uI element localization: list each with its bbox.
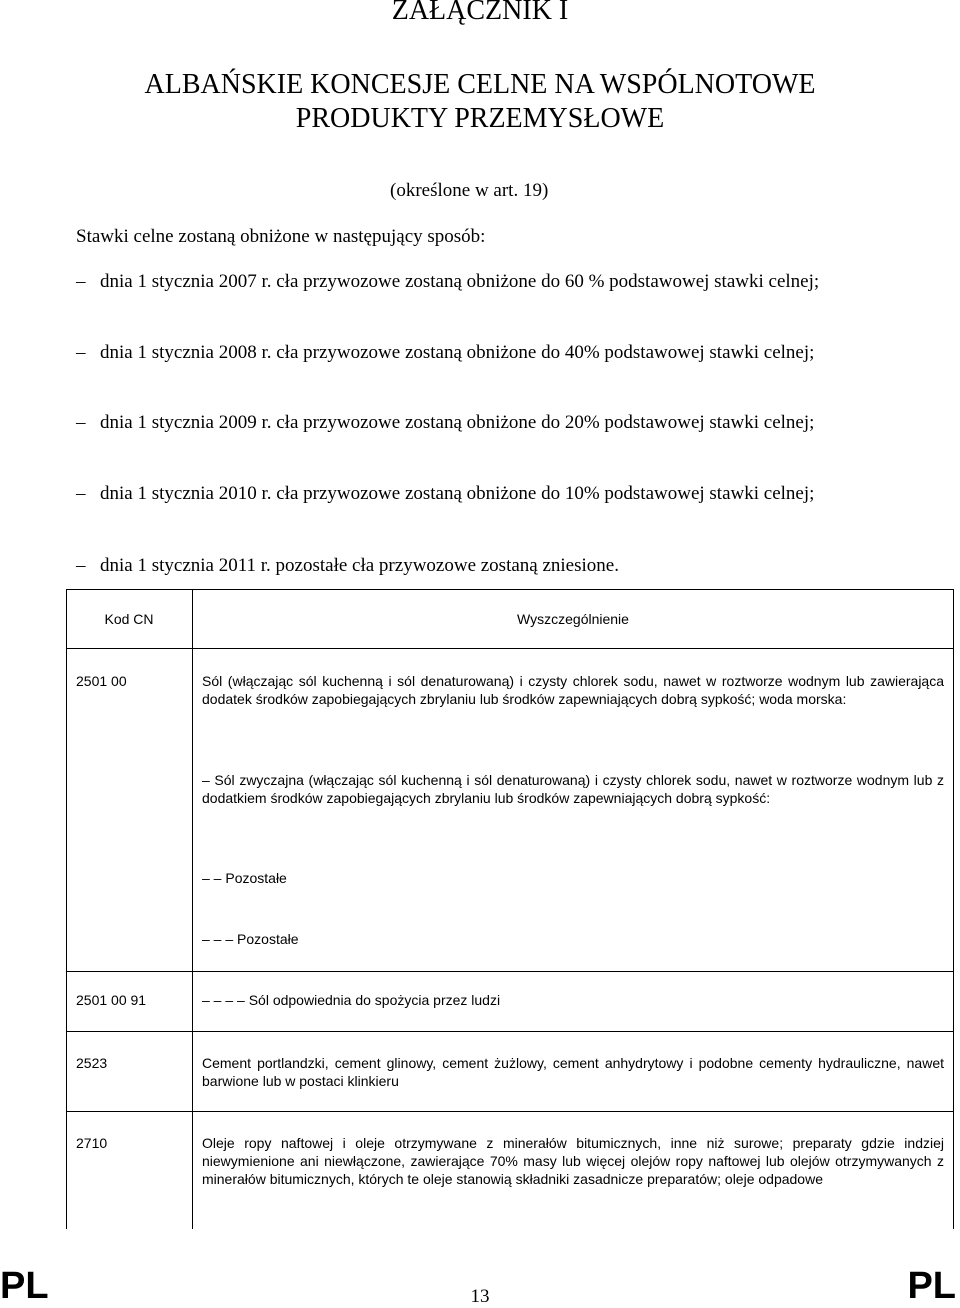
table-cell-description: – – – – Sól odpowiednia do spożycia przez ludzi — [202, 992, 501, 1008]
table-cell-code: 2501 00 — [76, 673, 127, 689]
bullet-text: dnia 1 stycznia 2007 r. cła przywozowe zostaną obniżone do 60 % podstawowej stawki celnej; — [100, 271, 820, 292]
bullet-text: dnia 1 stycznia 2009 r. cła przywozowe zostaną obniżone do 20% podstawowej stawki celnej; — [100, 412, 815, 433]
table-cell-description: – – Pozostałe — [202, 870, 287, 886]
table-row-divider — [66, 1111, 954, 1112]
table-border-right — [953, 589, 954, 1229]
table-cell-description: Cement portlandzki, cement glinowy, cement żużlowy, cement anhydrytowy i podobne cementy hydrauliczne, nawet barwione lub w postaci klinkieru — [202, 1055, 944, 1089]
dash-marker: – — [76, 555, 86, 576]
bullet-item — [76, 552, 884, 580]
column-header-description: Wyszczególnienie — [517, 611, 629, 627]
table-cell-description: – Sól zwyczajna (włączając sól kuchenną i sól denaturowaną) i czysty chlorek sodu, nawet w roztworze wodnym lub z dodatkiem środków zapobiegających zbrylaniu lub środków zapewniających dobrą sypkość: — [202, 772, 944, 806]
table-row-divider — [66, 648, 954, 649]
annex-title: ZAŁĄCZNIK I — [391, 0, 569, 26]
bullet-item — [76, 268, 884, 296]
document-title-line-1: ALBAŃSKIE KONCESJE CELNE NA WSPÓLNOTOWE — [144, 69, 816, 100]
table-cell-description: – – – Pozostałe — [202, 931, 299, 947]
table-border-left — [66, 589, 67, 1229]
page-number: 13 — [470, 1286, 490, 1307]
table-cell-code: 2710 — [76, 1135, 108, 1151]
dash-marker: – — [76, 483, 86, 504]
table-border-top — [66, 589, 954, 590]
dash-marker: – — [76, 271, 86, 292]
bullet-text: dnia 1 stycznia 2008 r. cła przywozowe zostaną obniżone do 40% podstawowej stawki celnej; — [100, 342, 815, 363]
dash-marker: – — [76, 412, 86, 433]
intro-paragraph: Stawki celne zostaną obniżone w następujący sposób: — [76, 226, 486, 247]
table-column-divider — [192, 589, 193, 1229]
bullet-item — [76, 339, 884, 367]
bullet-text: dnia 1 stycznia 2011 r. pozostałe cła przywozowe zostaną zniesione. — [100, 555, 619, 576]
tariff-table — [66, 589, 954, 1229]
table-cell-code: 2523 — [76, 1055, 108, 1071]
bullet-item — [76, 409, 884, 437]
dash-marker: – — [76, 342, 86, 363]
language-mark-right: PL — [907, 1265, 956, 1307]
table-cell-description: Sól (włączając sól kuchenną i sól denaturowaną) i czysty chlorek sodu, nawet w roztworze wodnym lub zawierająca dodatek środków zapobiegających zbrylaniu lub środków zapewniających dobrą sypkość; woda morska: — [202, 673, 944, 707]
bullet-item — [76, 480, 884, 508]
bullet-text: dnia 1 stycznia 2010 r. cła przywozowe zostaną obniżone do 10% podstawowej stawki celnej; — [100, 483, 815, 504]
article-reference: (określone w art. 19) — [390, 180, 549, 201]
table-cell-description: Oleje ropy naftowej i oleje otrzymywane z minerałów bitumicznych, inne niż surowe; preparaty gdzie indziej niewymienione ani niewłączone, zawierające 70% masy lub więcej olejów ropy naftowej lub olejów otrzymywanych z minerałów bitumicznych, których te oleje stanowią składniki zasadnicze preparatów; oleje odpadowe — [202, 1135, 944, 1187]
column-header-code: Kod CN — [104, 611, 154, 627]
table-cell-code: 2501 00 91 — [76, 992, 147, 1008]
document-title-line-2: PRODUKTY PRZEMYSŁOWE — [295, 103, 665, 134]
table-row-divider — [66, 971, 954, 972]
language-mark-left: PL — [0, 1265, 49, 1307]
table-row-divider — [66, 1031, 954, 1032]
